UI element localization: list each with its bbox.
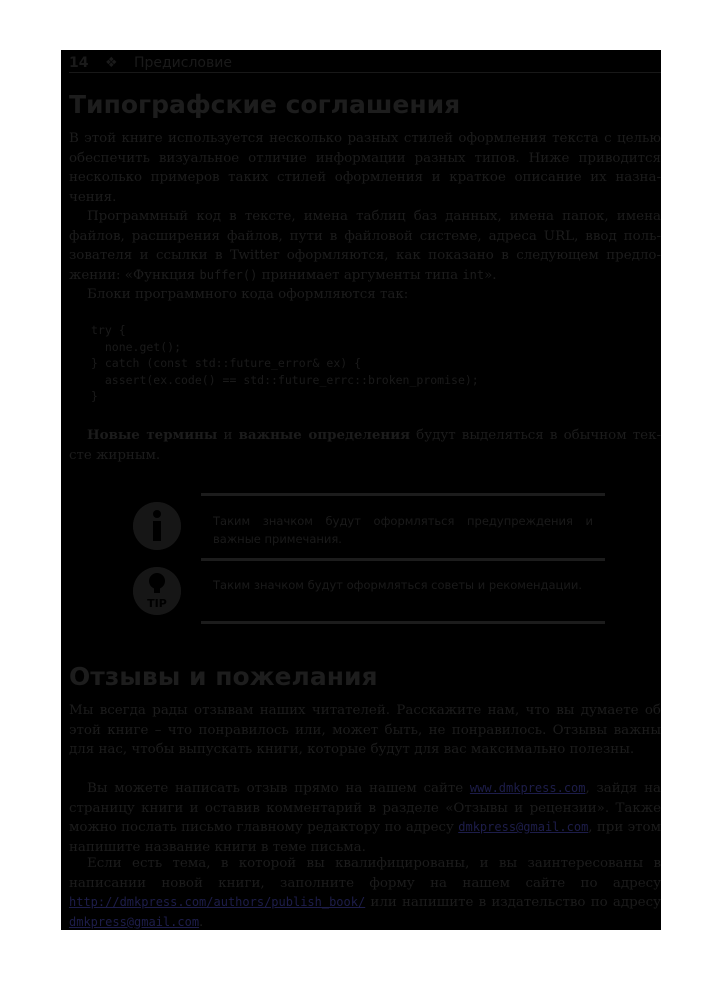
link-publish-book-form[interactable]: http://dmkpress.com/authors/publish_book/ xyxy=(69,895,366,909)
paragraph-text: принимает аргументы типа xyxy=(257,267,463,283)
note-middle-rule xyxy=(201,558,605,561)
paragraph-text: Вы можете написать отзыв прямо на нашем сайте xyxy=(87,781,470,796)
paragraph-text: будут выделяться в обычном тексте жирным. xyxy=(69,428,661,463)
note-tip-text: Таким значком будут оформляться советы и рекомендации. xyxy=(213,578,582,592)
link-dmkpress-site[interactable]: www.dmkpress.com xyxy=(469,781,586,795)
note-top-rule xyxy=(201,493,605,496)
paragraph-text: и xyxy=(217,428,239,443)
section-title-feedback: Отзывы и пожелания xyxy=(69,662,378,691)
paragraph-text: , при этом напишите название книги в теме письма. xyxy=(69,820,661,855)
header-separator-icon: ❖ xyxy=(104,55,118,71)
link-editor-email[interactable]: dmkpress@gmail.com xyxy=(458,820,589,834)
running-header xyxy=(69,54,661,73)
inline-code-int: int xyxy=(462,267,485,282)
book-page xyxy=(61,50,661,930)
paragraph-inline-code xyxy=(69,207,661,285)
tip-icon-label: TIP xyxy=(147,597,167,610)
code-block: try { none.get(); } catch (const std::future_error& ex) { assert(ex.code() == std::future_errc::broken_promise); } xyxy=(91,323,479,403)
chapter-title: Предисловие xyxy=(133,55,232,71)
paragraph-bold-terms xyxy=(69,426,661,465)
paragraph-text: Программный код в тексте, имена таблиц баз данных, имена папок, имена файлов, расширения файлов, пути в файловой системе, адреса URL, ввод пользователя и ссылки в Twitter оформляются, как показано в следующем предложении: «Функция xyxy=(69,209,661,283)
paragraph-feedback-site xyxy=(69,779,661,857)
inline-code-buffer: buffer() xyxy=(199,267,258,282)
paragraph-text: ». xyxy=(484,267,497,283)
page-number: 14 xyxy=(69,55,89,71)
paragraph-authors xyxy=(69,854,661,930)
note-info-text: Таким значком будут оформляться предупреждения и важные примечания. xyxy=(213,514,593,546)
section-title-typographic-conventions: Типографские соглашения xyxy=(69,90,461,119)
paragraph-text: , зайдя на страницу книги и оставив комментарий в разделе «Отзывы и рецензии». Также можно послать письмо главному редактору по адресу xyxy=(69,781,661,835)
paragraph-text: . xyxy=(199,914,204,930)
lightbulb-tip-icon xyxy=(133,567,181,615)
paragraph-text: Если есть тема, в которой вы квалифицированы, и вы заинтересованы в написании новой книги, заполните форму на нашем сайте по адресу xyxy=(69,856,661,891)
paragraph-feedback-intro: Мы всегда рады отзывам наших читателей. Расскажите нам, что вы думаете об этой книге – что понравилось или, может быть, не понравилось. Отзывы важны для нас, чтобы выпускать книги, которые будут для вас максимально полезны. xyxy=(69,703,661,757)
paragraph-text: или напишите в издательство по адресу xyxy=(365,895,661,910)
link-publisher-email[interactable]: dmkpress@gmail.com xyxy=(69,914,200,929)
paragraph-intro: В этой книге используется несколько разных стилей оформления текста с целью обеспечить визуальное отличие информации разных типов. Ниже приводится несколько примеров таких стилей оформления и краткое описание их назначения. xyxy=(69,131,661,205)
bold-term-new-terms: Новые термины xyxy=(87,427,218,443)
bold-term-definitions: важные определения xyxy=(238,427,411,443)
paragraph-code-blocks: Блоки программного кода оформляются так: xyxy=(87,287,409,302)
note-bottom-rule xyxy=(201,621,605,624)
info-icon xyxy=(133,502,181,550)
